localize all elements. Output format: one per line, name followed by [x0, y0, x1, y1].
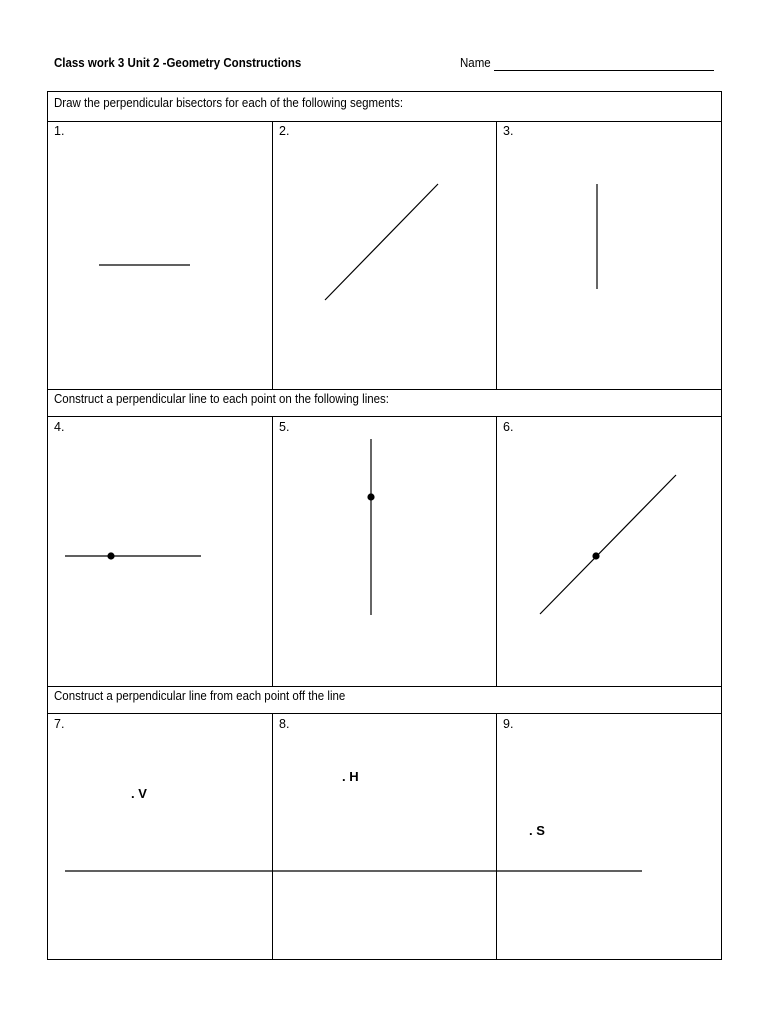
name-label: Name [460, 56, 491, 70]
point-label-s: . S [529, 823, 545, 838]
problem-number: 1. [54, 124, 65, 138]
point-on-line-6 [592, 552, 599, 559]
point-label-v: . V [131, 786, 147, 801]
problem-number: 4. [54, 420, 65, 434]
figures [65, 184, 676, 871]
problem-number: 2. [279, 124, 290, 138]
section-1-instruction: Draw the perpendicular bisectors for each of the following segments: [54, 96, 404, 110]
point-on-line-4 [107, 552, 114, 559]
points [107, 493, 599, 559]
segment-2 [325, 184, 438, 300]
problem-number: 8. [279, 717, 290, 731]
problem-number: 6. [503, 420, 514, 434]
problem-number: 9. [503, 717, 514, 731]
problem-number: 3. [503, 124, 514, 138]
outer-border [48, 92, 722, 960]
problem-number: 5. [279, 420, 290, 434]
problem-number: 7. [54, 717, 65, 731]
point-label-h: . H [342, 769, 359, 784]
section-2-instruction: Construct a perpendicular line to each point on the following lines: [54, 392, 389, 406]
line-6 [540, 475, 676, 614]
worksheet-title: Class work 3 Unit 2 -Geometry Constructions [54, 56, 302, 70]
point-on-line-5 [367, 493, 374, 500]
grid-lines [48, 92, 722, 960]
section-3-instruction: Construct a perpendicular line from each point off the line [54, 689, 346, 703]
